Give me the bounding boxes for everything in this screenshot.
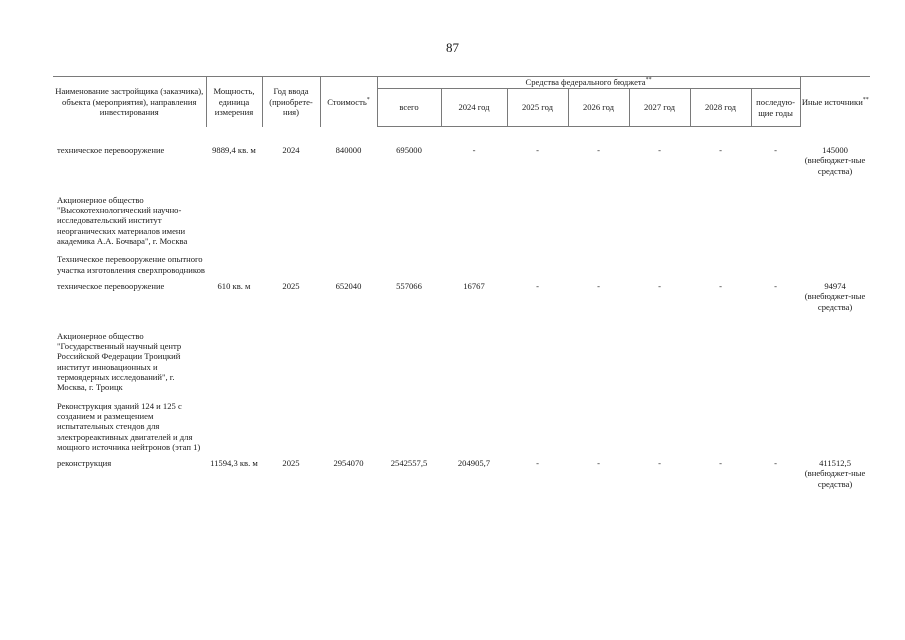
header-year: Год ввода (приобрете-ния) — [262, 77, 320, 127]
row-capacity: 9889,4 кв. м — [212, 145, 256, 155]
row-year: 2024 — [282, 145, 300, 155]
row-other-sources: 145000 (внебюджет-ные средства) — [804, 145, 866, 176]
header-later-years: последую-щие годы — [751, 89, 800, 127]
row-later-years: - — [774, 145, 777, 155]
project-title: Техническое перевооружение опытного участка изготовления сверхпроводников — [57, 254, 205, 275]
table-body — [53, 127, 870, 490]
row-2024: 16767 — [463, 280, 485, 291]
project-row — [53, 246, 870, 275]
row-capacity: 610 кв. м — [217, 280, 251, 291]
row-federal-total: 2542557,5 — [390, 458, 428, 469]
header-federal-footnote-mark: ** — [645, 77, 652, 84]
organization-name: Акционерное общество "Высокотехнологический научно-исследовательский институт неорганических материалов имени академика А.А. Бочвара", г. Москва — [57, 194, 188, 247]
row-2026: - — [597, 458, 600, 469]
header-other-sources — [800, 77, 870, 127]
header-cost — [320, 77, 377, 127]
header-2026: 2026 год — [568, 89, 629, 127]
row-year: 2025 — [282, 458, 300, 469]
row-2027: - — [658, 145, 661, 155]
row-later-years: - — [774, 280, 777, 291]
row-direction: техническое перевооружение — [57, 280, 165, 291]
row-cost: 2954070 — [333, 458, 364, 469]
row-2027: - — [658, 280, 661, 291]
row-year: 2025 — [282, 280, 300, 291]
organization-row — [53, 312, 870, 393]
row-later-years: - — [774, 458, 777, 469]
row-2027: - — [658, 458, 661, 469]
header-other-footnote-mark: ** — [862, 96, 869, 103]
header-gap — [53, 127, 870, 140]
header-total: всего — [377, 89, 441, 127]
row-2026: - — [597, 145, 600, 155]
project-row — [53, 393, 870, 452]
row-2028: - — [719, 145, 722, 155]
header-other-label: Иные источники — [801, 96, 863, 107]
header-cost-label: Стоимость — [327, 96, 367, 107]
federal-budget-table — [53, 76, 870, 489]
header-2027: 2027 год — [629, 89, 690, 127]
header-name: Наименование застройщика (заказчика), объекта (мероприятия), направления инвестирования — [53, 77, 206, 127]
row-direction: реконструкция — [57, 458, 112, 469]
table-row — [53, 139, 870, 176]
table-header — [53, 77, 870, 127]
row-other-sources: 94974 (внебюджет-ные средства) — [804, 280, 866, 312]
page-number: 87 — [446, 40, 459, 55]
row-federal-total: 557066 — [396, 280, 422, 291]
row-cost: 652040 — [335, 280, 362, 291]
organization-row — [53, 176, 870, 246]
row-2025: - — [536, 458, 539, 469]
row-2028: - — [719, 280, 722, 291]
table-row — [53, 452, 870, 489]
row-2028: - — [719, 458, 722, 469]
table-row — [53, 275, 870, 312]
header-capacity: Мощность, единица измерения — [206, 77, 262, 127]
header-2024: 2024 год — [441, 89, 507, 127]
row-capacity: 11594,3 кв. м — [210, 458, 258, 469]
header-federal-budget — [377, 77, 800, 89]
header-federal-label: Средства федерального бюджета — [525, 77, 646, 88]
project-title: Реконструкция зданий 124 и 125 с созданием и размещением испытательных стендов для электрореактивных двигателей и для мощного источника нейтронов (этап 1) — [57, 400, 201, 452]
row-federal-total: 695000 — [396, 145, 422, 155]
organization-name: Акционерное общество "Государственный научный центр Российской Федерации Троицкий институт инновационных и термоядерных исследований", г. Москва, г. Троицк — [57, 330, 182, 393]
row-direction: техническое перевооружение — [57, 145, 165, 155]
row-other-sources: 411512,5 (внебюджет-ные средства) — [804, 458, 866, 489]
row-2026: - — [597, 280, 600, 291]
row-2024: - — [472, 145, 476, 155]
row-2025: - — [536, 145, 539, 155]
header-2025: 2025 год — [507, 89, 568, 127]
header-2028: 2028 год — [690, 89, 751, 127]
header-cost-footnote-mark: * — [366, 96, 370, 103]
row-2025: - — [536, 280, 539, 291]
row-cost: 840000 — [335, 145, 362, 155]
row-2024: 204905,7 — [457, 458, 491, 469]
